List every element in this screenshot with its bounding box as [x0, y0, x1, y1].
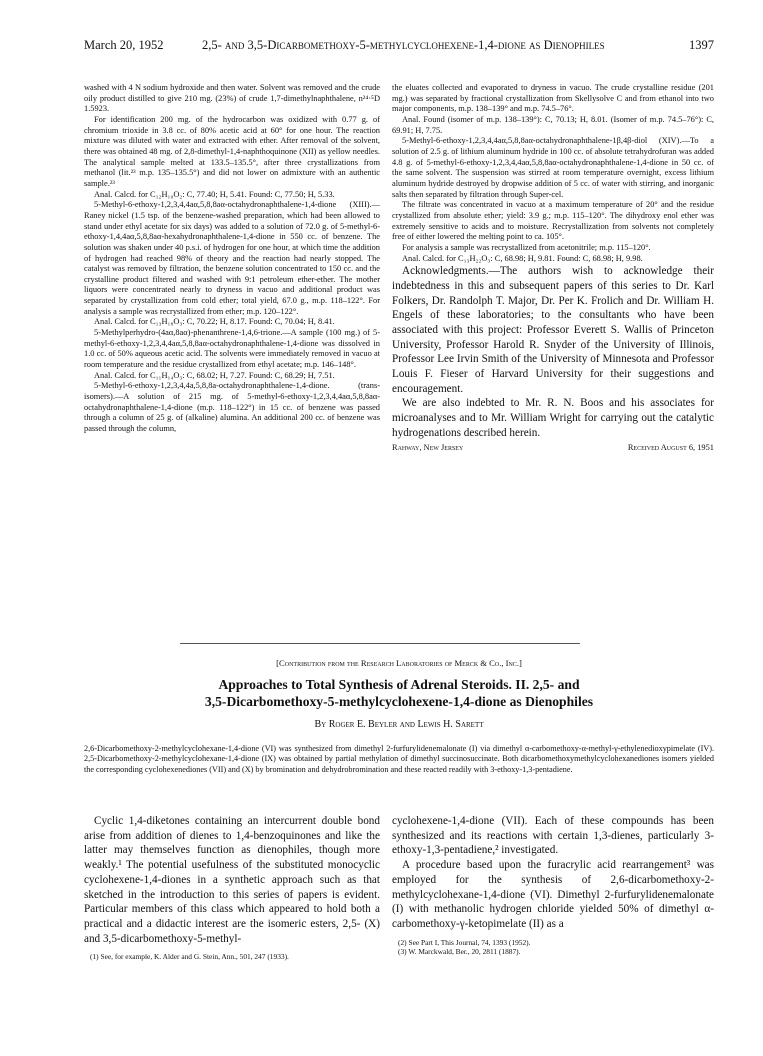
- paragraph: Anal. Calcd. for C₁₃H₂₂O₃: C, 68.98; H, 9.81. Found: C, 68.98; H, 9.98.: [402, 253, 643, 263]
- paragraph: washed with 4 N sodium hydroxide and then water. Solvent was removed and the crude oily product distilled to give 210 mg. (23%) of crude 1,7-dimethylnaphthalene, n²⁴·⁵D 1.5923.: [84, 83, 380, 114]
- article-title: [84, 677, 714, 710]
- section-divider: [180, 643, 580, 644]
- running-head: [84, 38, 714, 58]
- acknowledgments-paragraph: We are also indebted to Mr. R. N. Boos and his associates for microanalyses and to Mr. William Wright for carrying out the catalytic hydrogenations described herein.: [392, 397, 714, 439]
- paragraph: For analysis a sample was recrystallized from acetonitrile; m.p. 115–120°.: [402, 242, 651, 252]
- acknowledgments-paragraph: Acknowledgments.—The authors wish to acknowledge their indebtedness in this and subsequent papers of this series to Dr. Karl Folkers, Dr. Randolph T. Major, Dr. Per K. Frolich and Dr. William H. Engels of these laboratories; to the consultants who have been associated with this project: Professor Everett S. Wallis of Princeton University, Professor Harold R. Snyder of the University of Illinois, Professor Lee Irvin Smith of the University of Minnesota and Professor Louis F. Fieser of Harvard University for their suggestions and encouragement.: [392, 265, 714, 395]
- acknowledgments-section: [392, 264, 714, 440]
- body-column-right: [392, 814, 714, 1014]
- article-end-line: [392, 443, 714, 454]
- footnote: (1) See, for example, K. Alder and G. Stein, Ann., 501, 247 (1933).: [90, 952, 289, 962]
- paragraph: The filtrate was concentrated in vacuo at a maximum temperature of 20° and the residue crystallized from absolute ether; yield: 3.9 g.; m.p. 115–120°. The dihydroxy enol ether was extremely sensitive to acids and to moisture. Recrystallization from solvents not completely free of either lowered the melting point to ca. 105°.: [392, 200, 714, 242]
- received-date: Received August 6, 1951: [627, 442, 714, 452]
- previous-article-column-right: [392, 83, 714, 639]
- paragraph: the eluates collected and evaporated to dryness in vacuo. The crude crystalline residue (201 mg.) was separated by fractional crystallization from Skellysolve C and from ethanol into two major components, m.p. 138–139° and m.p. 74.5–76°.: [392, 83, 714, 114]
- paragraph: For identification 200 mg. of the hydrocarbon was oxidized with 0.77 g. of chromium trioxide in 3.8 cc. of 80% acetic acid at 60° for one hour. The reaction mixture was diluted with water and extracted with ether. After removal of the solvent, there was obtained 48 mg. of 2,8-dimethyl-1,4-naphthoquinone (XII) as yellow needles. The analytical sample melted at 133.5–135.5°, after three crystallizations from methanol (lit.²³ m.p. 135–135.5°) and did not lower on admixture with an authentic sample.²³: [84, 114, 380, 188]
- footnote: (2) See Part I, This Journal, 74, 1393 (1952).: [398, 937, 531, 947]
- body-paragraph: A procedure based upon the furacrylic acid rearrangement³ was employed for the synthesis of 2,6-dicarbomethoxy-2-methylcyclohexane-1,4-dione (VI). Dimethyl 2-furfurylidenemalonate (I) with methanolic hydrogen chloride yielded 50% of dimethyl α-carbomethoxy-γ-ketopimelate (II) as a: [392, 859, 714, 930]
- page-number: 1397: [689, 38, 714, 52]
- body-paragraph: cyclohexene-1,4-dione (VII). Each of these compounds has been synthesized and its reactions with certain 1,3-dienes, particularly 3-ethoxy-1,3-pentadiene,² investigated.: [392, 815, 714, 857]
- contribution-line: [Contribution from the Research Laboratories of Merck & Co., Inc.]: [276, 658, 522, 668]
- previous-article-column-left: [84, 83, 380, 639]
- body-column-left: [84, 814, 380, 1014]
- paragraph: 5-Methylperhydro-(4aα,8aα)-phenanthrene-1,4,6-trione.—A sample (100 mg.) of 5-methyl-6-ethoxy-1,2,3,4,4aα,5,8,8aα-octahydronaphthalene-1,4-dione was dissolved in 1.0 cc. of 50% aqueous acetic acid. The solvents were immediately removed in vacuo at room temperature and the residue crystallized from ethyl acetate; m.p. 146–148°.: [84, 328, 380, 370]
- abstract: 2,6-Dicarbomethoxy-2-methylcyclohexane-1,4-dione (VI) was synthesized from dimethyl 2-furfurylidenemalonate (I) via dimethyl α-carbomethoxy-α-methyl-γ-ethylenedioxypimelate (IV). 2,5-Dicarbomethoxy-2-methylcyclohexane-1,4-dione (IX) was obtained by partial methylation of dimethyl succinosuccinate. Both dicarbomethoxymethylcyclohexanediones isomers yielded the corresponding cyclohexenediones (VII) and (X) by bromination and dehydrobromination and these reacted readily with 3-ethoxy-1,3-pentadiene.: [84, 744, 714, 774]
- footnotes: [392, 938, 714, 957]
- paragraph: 5-Methyl-6-ethoxy-1,2,3,4,4a,5,8,8a-octahydronaphthalene-1,4-dione. (trans-isomers).—A solution of 215 mg. of 5-methyl-6-ethoxy-1,2,3,4,4aα,5,8,8aα-octahydronaphthalene-1,4-dione (m.p. 118–122°) in 15 cc. of benzene was passed through a column of 25 g. of (alkaline) alumina. An additional 200 cc. of benzene was passed through the column,: [84, 381, 380, 433]
- authors: By Roger E. Beyler and Lewis H. Sarett: [314, 719, 484, 730]
- paragraph: Anal. Calcd. for C₁₁H₁₄O₃: C, 68.02; H, 7.27. Found: C, 68.29; H, 7.51.: [94, 370, 335, 380]
- body-paragraph: Cyclic 1,4-diketones containing an intercurrent double bond arise from addition of dienes to 1,4-benzoquinones and like the latter may themselves function as dienophiles, though more weakly.¹ The potential usefulness of the substituted monocyclic cyclohexene-1,4-diones in a synthetic approach such as that sketched in the introduction to this series of papers is evident. Particular members of this class which appeared to hold both a practical and a didactic interest are the isomeric esters, 2,5- (X) and 3,5-dicarbomethoxy-5-methyl-: [84, 815, 380, 945]
- running-head-title: 2,5- and 3,5-Dicarbomethoxy-5-methylcyclohexene-1,4-dione as Dienophiles: [202, 38, 605, 52]
- paragraph: Anal. Calcd. for C₁₃H₁₈O₃: C, 70.22; H, 8.17. Found: C, 70.04; H, 8.41.: [94, 317, 335, 327]
- paragraph: Anal. Found (isomer of m.p. 138–139°): C, 70.13; H, 8.01. (Isomer of m.p. 74.5–76°): C, 69.91; H, 7.75.: [392, 114, 714, 135]
- article-title-line: Approaches to Total Synthesis of Adrenal Steroids. II. 2,5- and: [218, 677, 580, 692]
- paragraph: 5-Methyl-6-ethoxy-1,2,3,4,4aα,5,8,8aα-octahydronaphthalene-1β,4β-diol (XIV).—To a solution of 2.5 g. of lithium aluminum hydride in 100 cc. of absolute tetrahydrofuran was added 4.8 g. of 5-methyl-6-ethoxy-1,2,3,4,4aα,5,8,8aα-octahydronaphthalene-1,4-dione in 50 cc. of the same solvent. The suspension was stirred at room temperature overnight, excess lithium aluminum hydride destroyed by dropwise addition of 5 cc. of water with stirring, and inorganic salts then separated by filtration through Super-cel.: [392, 136, 714, 199]
- footnote: (3) W. Marckwald, Ber., 20, 2811 (1887).: [398, 947, 521, 957]
- paragraph: 5-Methyl-6-ethoxy-1,2,3,4,4aα,5,8,8aα-octahydronaphthalene-1,4-dione (XIII).—Raney nickel (1.5 tsp. of the benzene-washed preparation, which had been allowed to stand under ethyl acetate for six days) was added to a solution of 72.0 g. of 5-methyl-6-ethoxy-1,4,4aα,5,8,8aα-hexahydronaphthalene-1,4-dione in 550 cc. of benzene. The solution was shaken under 40 p.s.i. of hydrogen for one hour, at which time the addition of hydrogen had reached 98% of theory and the reaction had nearly stopped. The catalyst was removed by filtration, the benzene solution concentrated to 150 cc. and the crystalline product filtered and washed with 9:1 petroleum ether-ether. The mother liquors were concentrated nearly to dryness in vacuo and additional product was separated by crystallization from cold ether; total yield, 67.0 g., m.p. 118–122°. For analysis a sample was recrystallized from ether; m.p. 120–122°.: [84, 200, 380, 316]
- location: Rahway, New Jersey: [392, 442, 464, 452]
- footnotes: [84, 952, 380, 961]
- paragraph: Anal. Calcd. for C₁₂H₁₀O₂: C, 77.40; H, 5.41. Found: C, 77.50; H, 5.33.: [94, 189, 335, 199]
- article-title-line: 3,5-Dicarbomethoxy-5-methylcyclohexene-1,4-dione as Dienophiles: [204, 693, 594, 709]
- running-head-date: March 20, 1952: [84, 38, 164, 52]
